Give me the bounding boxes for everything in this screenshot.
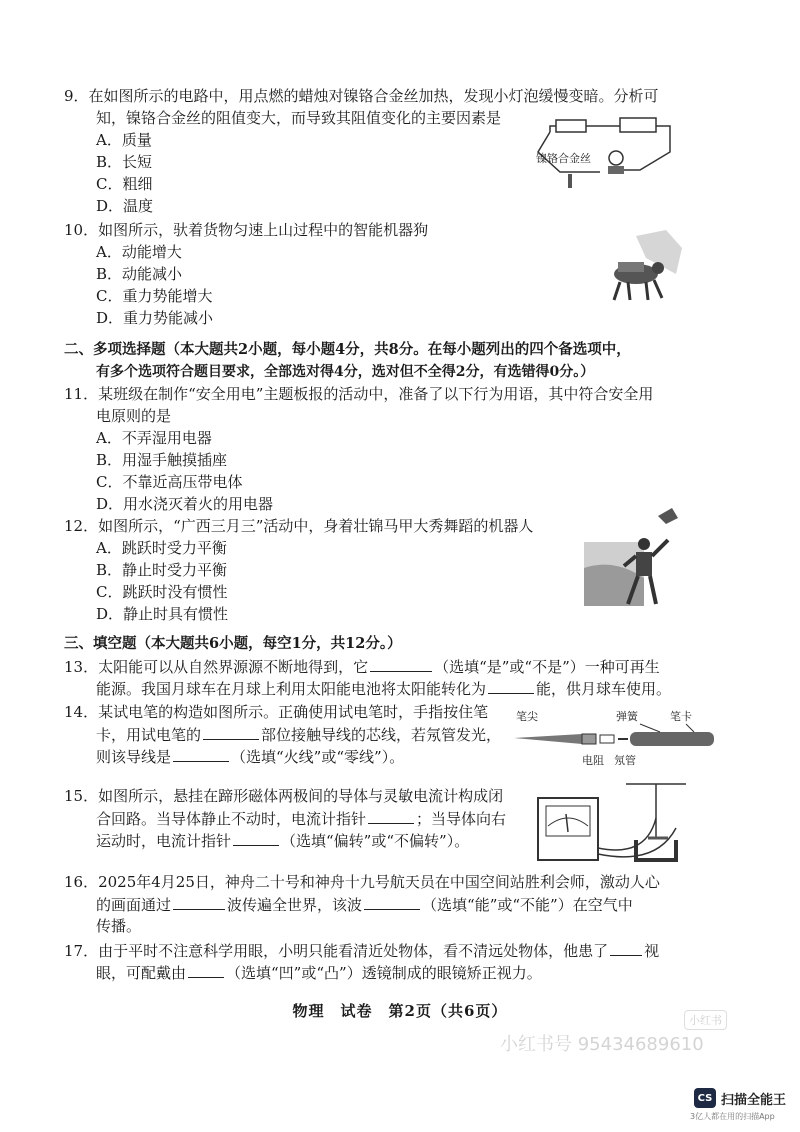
- q11-option-d: D．用水浇灭着火的用电器: [96, 495, 274, 513]
- q15-blank-2[interactable]: [233, 830, 279, 846]
- q10-option-d: D．重力势能减小: [96, 309, 214, 327]
- q12-dancing-robot-photo: [584, 508, 694, 620]
- q16-line1: 16．2025年4月25日，神舟二十号和神舟十九号航天员在中国空间站胜利会师，激动人心: [64, 873, 660, 891]
- q14-line1: 14．某试电笔的构造如图所示。正确使用试电笔时，手指按住笔: [64, 703, 489, 721]
- q12-option-d: D．静止时具有惯性: [96, 605, 229, 623]
- q9-option-d: D．温度: [96, 197, 154, 215]
- q10-option-c: C．重力势能增大: [96, 287, 213, 305]
- q15-galvanometer-figure: [536, 778, 706, 866]
- section3-header: 三、填空题（本大题共6小题，每空1分，共12分。）: [64, 635, 402, 652]
- q16-line2-text-c: （选填“能”或“不能”）在空气中: [422, 896, 633, 914]
- section2-header-line1: 二、多项选择题（本大题共2小题，每小题4分，共8分。在每小题列出的四个备选项中，: [64, 341, 631, 358]
- q17-line1-text-b: 视: [644, 942, 660, 960]
- q14-line2-text-b: 部位接触导线的芯线，若氖管发光，: [261, 726, 502, 744]
- q11-stem-line1: 11．某班级在制作“安全用电”主题板报的活动中，准备了以下行为用语，其中符合安全用: [64, 385, 654, 403]
- q14-label-spring: 弹簧: [616, 710, 638, 723]
- q13-line1-text-b: （选填“是”或“不是”）一种可再生: [434, 658, 660, 676]
- q14-line3: [96, 746, 404, 767]
- q16-blank-2[interactable]: [364, 894, 420, 910]
- q16-line2-text-a: 的画面通过: [96, 896, 172, 914]
- q14-line2-text-a: 卡，用试电笔的: [96, 726, 202, 744]
- brand-name: 扫描全能王: [721, 1092, 787, 1108]
- q12-option-b: B．静止时受力平衡: [96, 561, 228, 579]
- q17-line2: [96, 962, 542, 983]
- q11-stem-line2: 电原则的是: [96, 407, 172, 425]
- q16-line2-text-b: 波传遍全世界，该波: [227, 896, 363, 914]
- q14-blank-1[interactable]: [203, 724, 259, 740]
- q14-test-pen-figure: [510, 704, 722, 768]
- q15-line3: [96, 830, 469, 851]
- q14-label-resistor: 电阻: [582, 754, 604, 767]
- q13-line2-text-b: 能，供月球车使用。: [536, 680, 672, 698]
- q10-option-b: B．动能减小: [96, 265, 183, 283]
- cs-logo-icon: CS: [694, 1088, 716, 1108]
- section2-header-line2: 有多个选项符合题目要求，全部选对得4分，选对但不全得2分，有选错得0分。）: [96, 364, 595, 380]
- q15-line3-text-a: 运动时，电流计指针: [96, 832, 232, 850]
- q13-line2-text-a: 能源。我国月球车在月球上利用太阳能电池将太阳能转化为: [96, 680, 487, 698]
- q15-line3-text-b: （选填“偏转”或“不偏转”）。: [281, 832, 470, 850]
- q11-option-a: A．不弄湿用电器: [96, 429, 212, 447]
- q14-line2: [96, 724, 501, 745]
- q9-stem-line1: 9．在如图所示的电路中，用点燃的蜡烛对镍铬合金丝加热，发现小灯泡缓慢变暗。分析可: [64, 87, 659, 105]
- q13-blank-2[interactable]: [488, 678, 534, 694]
- q9-option-a: A．质量: [96, 131, 152, 149]
- q17-line1-text-a: 17．由于平时不注意科学用眼，小明只能看清近处物体，看不清远处物体，他患了: [64, 942, 609, 960]
- q17-line2-text-a: 眼，可配戴由: [96, 964, 187, 982]
- q14-line3-text-a: 则该导线是: [96, 748, 172, 766]
- q12-option-c: C．跳跃时没有惯性: [96, 583, 228, 601]
- q14-label-tip: 笔尖: [516, 710, 538, 723]
- q14-label-clip: 笔卡: [670, 710, 692, 723]
- q15-line2-text-b: ；当导体向右: [416, 810, 507, 828]
- q16-blank-1[interactable]: [173, 894, 225, 910]
- q9-stem-line2: 知，镍铬合金丝的阻值变大，而导致其阻值变化的主要因素是: [96, 109, 502, 127]
- q15-blank-1[interactable]: [368, 808, 414, 824]
- q10-option-a: A．动能增大: [96, 243, 182, 261]
- q15-line1: 15．如图所示，悬挂在蹄形磁体两极间的导体与灵敏电流计构成闭: [64, 787, 504, 805]
- q11-option-b: B．用湿手触摸插座: [96, 451, 228, 469]
- q10-robot-dog-photo: [606, 228, 684, 304]
- q13-line1-text-a: 13．太阳能可以从自然界源源不断地得到，它: [64, 658, 369, 676]
- q11-option-c: C．不靠近高压带电体: [96, 473, 243, 491]
- q17-line1: [64, 940, 659, 961]
- q15-line2: [96, 808, 506, 829]
- q10-stem: 10．如图所示，驮着货物匀速上山过程中的智能机器狗: [64, 221, 429, 239]
- q9-option-b: B．长短: [96, 153, 153, 171]
- q15-line2-text-a: 合回路。当导体静止不动时，电流计指针: [96, 810, 367, 828]
- q14-label-neon: 氖管: [614, 754, 636, 767]
- q13-line1: [64, 656, 660, 677]
- watermark-tag: 小红书: [684, 1010, 727, 1030]
- page-footer: 物理 试卷 第2页（共6页）: [292, 1002, 508, 1020]
- q12-stem: 12．如图所示，“广西三月三”活动中，身着壮锦马甲大秀舞蹈的机器人: [64, 517, 534, 535]
- scanner-brand: [694, 1088, 786, 1108]
- q17-line2-text-b: （选填“凹”或“凸”）透镜制成的眼镜矫正视力。: [226, 964, 542, 982]
- q9-circuit-figure: [530, 112, 690, 192]
- watermark: 小红书号 95434689610: [500, 1034, 704, 1055]
- q13-line2: [96, 678, 671, 699]
- q9-option-c: C．粗细: [96, 175, 153, 193]
- brand-tagline: 3亿人都在用的扫描App: [690, 1112, 775, 1121]
- q14-blank-2[interactable]: [173, 746, 229, 762]
- q13-blank-1[interactable]: [370, 656, 432, 672]
- q14-line3-text-b: （选填“火线”或“零线”）。: [231, 748, 405, 766]
- q17-blank-2[interactable]: [188, 962, 224, 978]
- q16-line3: 传播。: [96, 917, 142, 935]
- q17-blank-1[interactable]: [610, 940, 642, 956]
- q16-line2: [96, 894, 633, 915]
- q9-figure-label: 镍铬合金丝: [536, 152, 591, 165]
- q12-option-a: A．跳跃时受力平衡: [96, 539, 227, 557]
